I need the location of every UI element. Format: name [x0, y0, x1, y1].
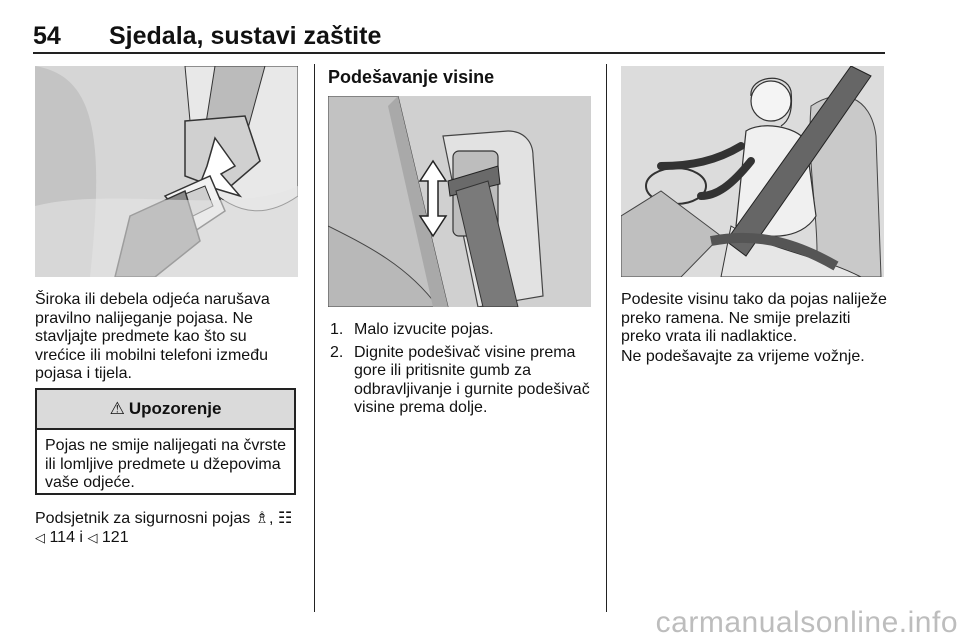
reference-conjunction: i — [79, 528, 83, 546]
reminder-paragraph — [35, 510, 298, 547]
step-text: Dignite podešivač visine prema gore ili pritisnite gumb za odbravljivanje i gurnite podešivač visine prema dolje. — [354, 343, 590, 416]
column-divider-left — [314, 64, 315, 612]
warning-text: Pojas ne smije nalijegati na čvrste ili lomljive predmete u džepovima vaše odjeće. — [45, 437, 287, 491]
seatbelt-buckle-illustration — [35, 66, 298, 277]
step-number: 2. — [330, 343, 344, 361]
list-item — [330, 321, 592, 340]
page-ref-link[interactable]: 114 — [49, 528, 75, 546]
adjust-steps-list — [330, 321, 592, 422]
header-rule — [33, 52, 885, 54]
pregnant-driver-seatbelt-illustration — [621, 66, 884, 277]
clothing-paragraph: Široka ili debela odjeća narušava pravilno nalijeganje pojasa. Ne stavljajte predmete kao što su vrećice ili mobilni telefoni između pojasa i tijela. — [35, 291, 270, 382]
reminder-separator: , — [269, 510, 274, 527]
step-text: Malo izvucite pojas. — [354, 321, 494, 338]
warning-triangle-icon: ⚠ — [109, 399, 125, 418]
page-header — [33, 22, 885, 52]
no-adjust-while-driving-paragraph: Ne podešavajte za vrijeme vožnje. — [621, 348, 865, 365]
belt-height-adjuster-illustration — [328, 96, 591, 307]
height-adjust-heading: Podešavanje visine — [328, 67, 495, 87]
watermark: carmanualsonline.info — [655, 606, 958, 639]
belt-position-paragraph: Podesite visinu tako da pojas naliježe preko ramena. Ne smije prelaziti preko vrata ili nadlaktice. — [621, 291, 887, 345]
page-ref-arrow-icon: ◁ — [87, 529, 98, 545]
section-title: Sjedala, sustavi zaštite — [109, 22, 382, 50]
list-item — [330, 344, 592, 418]
page-ref-link[interactable]: 121 — [101, 528, 129, 546]
seatbelt-reminder-icon: ♗ — [254, 510, 270, 527]
warning-title: Upozorenje — [128, 399, 222, 418]
seat-status-icon: ☷ — [277, 510, 293, 527]
page-ref-arrow-icon: ◁ — [35, 529, 45, 545]
reminder-text: Podsjetnik za sigurnosni pojas — [35, 510, 251, 527]
warning-header — [37, 390, 294, 430]
column-divider-right — [606, 64, 607, 612]
page-number: 54 — [33, 22, 61, 50]
warning-box — [35, 388, 296, 495]
step-number: 1. — [330, 321, 344, 338]
